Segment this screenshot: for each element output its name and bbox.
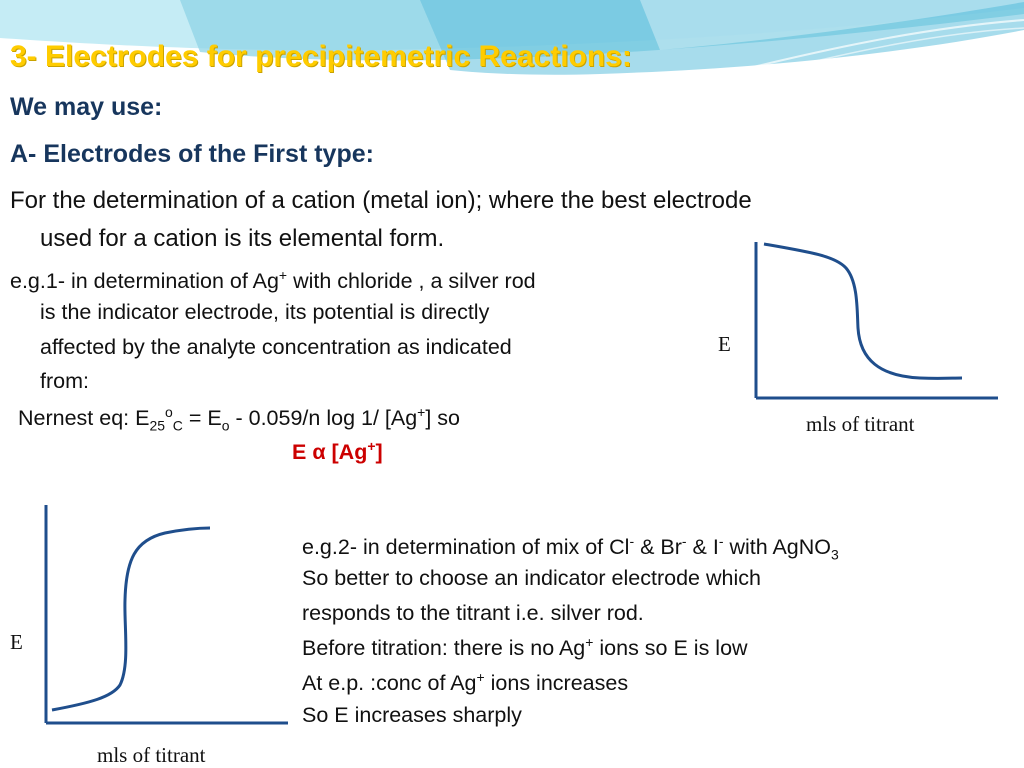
graph-increasing-potential [40, 505, 300, 730]
graph1-y-label: E [718, 332, 731, 356]
eg2-line-4: Before titration: there is no Ag+ ions so E is low [302, 634, 748, 661]
graph2-y-label: E [10, 630, 23, 654]
graph2-curve [52, 528, 210, 710]
graph2-x-label: mls of titrant [97, 743, 206, 767]
intro-line-2: used for a cation is its elemental form. [40, 225, 445, 252]
subtitle: We may use: [10, 93, 163, 121]
eg2-line-3: responds to the titrant i.e. silver rod. [302, 601, 644, 625]
graph-decreasing-potential [740, 230, 1010, 410]
eg1-line-4: from: [40, 369, 89, 393]
slide-title: 3- Electrodes for precipitemetric Reactions: [10, 40, 632, 73]
graph1-x-label: mls of titrant [806, 412, 915, 436]
nernst-equation: Nernest eq: $E_{25}^o_C = E_o - 0.059/n$ log 1/ [Ag+] so [18, 404, 460, 434]
eg2-line-1: e.g.2- in determination of mix of Cl- & Br- & I- with AgNO$_3$ [302, 533, 839, 563]
eg1-line-3: affected by the analyte concentration as indicated [40, 335, 512, 359]
eg1-line-1: e.g.1- in determination of Ag+ with chloride , a silver rod [10, 267, 536, 294]
graph1-curve [764, 244, 962, 378]
intro-line-1: For the determination of a cation (metal ion); where the best electrode [10, 187, 752, 214]
eg2-line-2: So better to choose an indicator electrode which [302, 566, 761, 590]
eg2-line-5: At e.p. :conc of Ag+ ions increases [302, 669, 629, 696]
eg2-line-6: So E increases sharply [302, 703, 522, 727]
section-heading: A- Electrodes of the First type: [10, 140, 374, 168]
eg1-line-2: is the indicator electrode, its potential is directly [40, 300, 490, 324]
proportionality-statement: E α [Ag+] [292, 438, 383, 465]
